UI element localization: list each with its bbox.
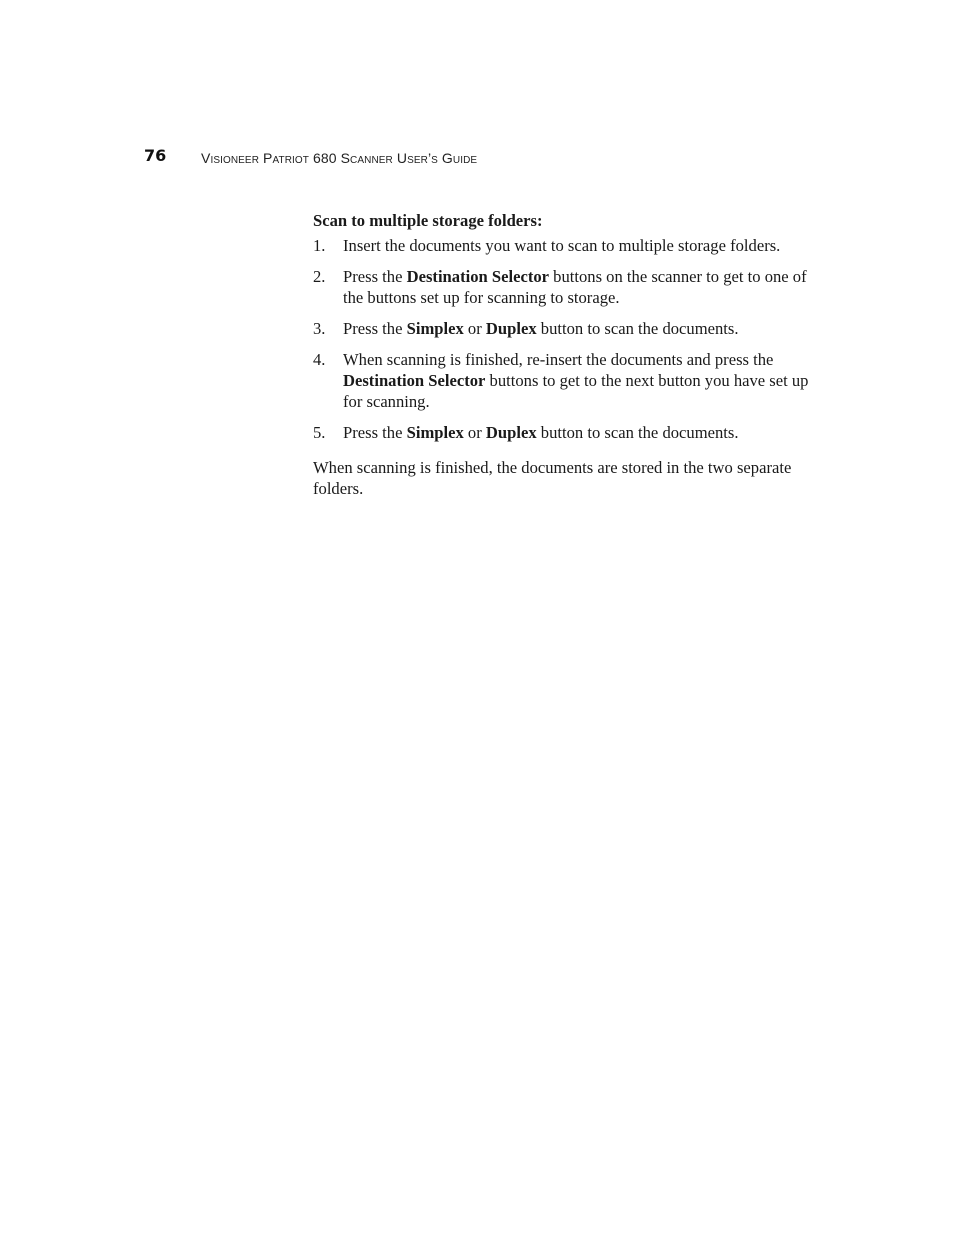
step-item (313, 318, 813, 339)
step-number: 2. (313, 267, 326, 286)
step-bold-term: Simplex (406, 319, 464, 338)
step-text: When scanning is finished, re-insert the documents and press the (343, 350, 774, 369)
step-bold-term: Destination Selector (406, 267, 550, 286)
step-text: Insert the documents you want to scan to multiple storage folders. (343, 236, 781, 255)
step-text: or (463, 319, 486, 338)
step-item (313, 235, 813, 256)
step-text: Press the (343, 423, 407, 442)
step-text: Press the (343, 267, 407, 286)
step-text: buttons to get to the next button you have set up for scanning. (343, 371, 809, 411)
step-bold-term: Duplex (485, 423, 537, 442)
step-number: 5. (313, 423, 326, 442)
step-text: or (463, 423, 486, 442)
step-text: Press the (343, 319, 407, 338)
step-item (313, 266, 813, 308)
running-head-title: Visioneer Patriot 680 Scanner User’s Guide (201, 150, 478, 166)
step-text: button to scan the documents. (536, 423, 739, 442)
step-item (313, 349, 813, 412)
section-heading: Scan to multiple storage folders: (313, 211, 543, 230)
step-number: 3. (313, 319, 326, 338)
main-content (313, 210, 813, 499)
step-bold-term: Destination Selector (343, 371, 486, 390)
step-bold-term: Simplex (406, 423, 464, 442)
step-bold-term: Duplex (485, 319, 537, 338)
step-item (313, 422, 813, 443)
steps-list (313, 235, 813, 443)
closing-paragraph: When scanning is finished, the documents are stored in the two separate folders. (313, 458, 792, 498)
step-number: 1. (313, 236, 326, 255)
step-number: 4. (313, 350, 326, 369)
step-text: buttons on the scanner to get to one of the buttons set up for scanning to storage. (343, 267, 807, 307)
step-text: button to scan the documents. (536, 319, 739, 338)
page-number: 76 (144, 146, 167, 165)
